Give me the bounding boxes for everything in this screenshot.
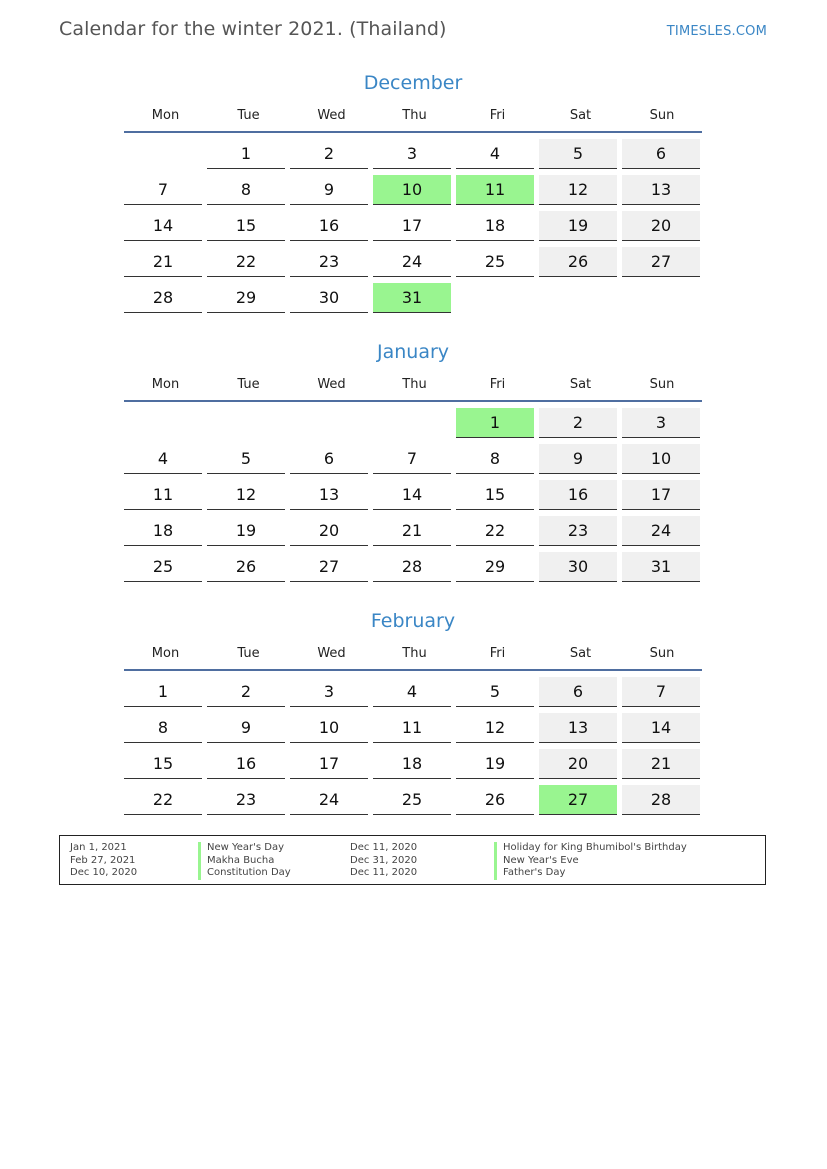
day-number: 26: [456, 785, 534, 815]
day-number: 11: [124, 480, 202, 510]
day-cell[interactable]: [290, 277, 368, 313]
day-cell[interactable]: [456, 671, 534, 707]
day-number: 13: [622, 175, 700, 205]
empty-cell: [456, 277, 534, 313]
weekday-label: Fri: [489, 377, 506, 392]
day-cell[interactable]: [539, 779, 617, 815]
month-february: [124, 608, 702, 815]
week-row: [124, 277, 702, 313]
day-number: 5: [456, 677, 534, 707]
day-cell[interactable]: [539, 743, 617, 779]
weekday-label: Sun: [649, 377, 675, 392]
day-cell[interactable]: [373, 241, 451, 277]
day-number: 22: [456, 516, 534, 546]
day-cell[interactable]: [124, 546, 202, 582]
day-number: 16: [539, 480, 617, 510]
day-cell[interactable]: [373, 743, 451, 779]
day-number: [373, 408, 451, 438]
day-cell[interactable]: [539, 671, 617, 707]
day-number: 17: [373, 211, 451, 241]
day-cell[interactable]: [622, 474, 700, 510]
day-cell[interactable]: [373, 438, 451, 474]
weekday-label: Wed: [317, 108, 346, 123]
weekday-header: [124, 642, 702, 666]
weekday-label: Wed: [317, 646, 346, 661]
day-number: 9: [207, 713, 285, 743]
day-cell[interactable]: [124, 169, 202, 205]
empty-cell: [373, 402, 451, 438]
day-number: 27: [290, 552, 368, 582]
legend-holiday-name: Holiday for King Bhumibol's Birthday: [494, 842, 687, 855]
day-cell[interactable]: [539, 205, 617, 241]
page-title: Calendar for the winter 2021. (Thailand): [59, 18, 447, 40]
weekday-label: Sun: [649, 646, 675, 661]
day-number: 21: [124, 247, 202, 277]
day-cell[interactable]: [456, 779, 534, 815]
day-number: [207, 408, 285, 438]
day-cell[interactable]: [373, 277, 451, 313]
legend-date: Dec 11, 2020: [350, 867, 418, 878]
weekday-label: Sun: [649, 108, 675, 123]
day-number: 25: [456, 247, 534, 277]
day-number: 1: [124, 677, 202, 707]
day-number: 7: [622, 677, 700, 707]
day-cell[interactable]: [373, 169, 451, 205]
day-number: 29: [456, 552, 534, 582]
day-number: 8: [124, 713, 202, 743]
day-cell[interactable]: [622, 133, 700, 169]
legend-holiday-name: Makha Bucha: [198, 855, 291, 868]
day-cell[interactable]: [207, 743, 285, 779]
day-cell[interactable]: [124, 277, 202, 313]
day-cell[interactable]: [290, 438, 368, 474]
empty-cell: [290, 402, 368, 438]
day-number: [622, 283, 700, 313]
day-cell[interactable]: [373, 205, 451, 241]
weekday-label: Mon: [151, 377, 180, 392]
day-number: 6: [622, 139, 700, 169]
day-number: 28: [622, 785, 700, 815]
day-cell[interactable]: [290, 133, 368, 169]
day-number: 4: [124, 444, 202, 474]
day-cell[interactable]: [124, 474, 202, 510]
day-number: 20: [622, 211, 700, 241]
legend-date: Dec 31, 2020: [350, 854, 418, 866]
day-number: 10: [373, 175, 451, 205]
day-cell[interactable]: [373, 707, 451, 743]
day-cell[interactable]: [622, 205, 700, 241]
day-cell[interactable]: [539, 241, 617, 277]
month-title: December: [363, 72, 463, 94]
day-cell[interactable]: [290, 671, 368, 707]
day-number: 16: [290, 211, 368, 241]
empty-cell: [124, 402, 202, 438]
week-row: [124, 779, 702, 815]
day-number: 2: [290, 139, 368, 169]
day-cell[interactable]: [290, 205, 368, 241]
day-number: 9: [290, 175, 368, 205]
weekday-label: Wed: [317, 377, 346, 392]
day-cell[interactable]: [290, 241, 368, 277]
day-number: 26: [539, 247, 617, 277]
day-cell[interactable]: [124, 438, 202, 474]
day-cell[interactable]: [373, 474, 451, 510]
day-cell[interactable]: [539, 510, 617, 546]
day-number: 24: [290, 785, 368, 815]
day-number: [124, 408, 202, 438]
legend-date: Feb 27, 2021: [70, 854, 136, 866]
day-cell[interactable]: [456, 707, 534, 743]
day-number: 28: [373, 552, 451, 582]
day-cell[interactable]: [124, 671, 202, 707]
day-number: 28: [124, 283, 202, 313]
week-row: [124, 133, 702, 169]
weekday-label: Mon: [151, 646, 180, 661]
day-number: 18: [124, 516, 202, 546]
day-cell[interactable]: [622, 169, 700, 205]
day-cell[interactable]: [373, 546, 451, 582]
week-row: [124, 671, 702, 707]
day-cell[interactable]: [622, 402, 700, 438]
site-link[interactable]: TIMESLES.COM: [666, 24, 767, 39]
day-cell[interactable]: [124, 779, 202, 815]
week-row: [124, 510, 702, 546]
day-number: 27: [539, 785, 617, 815]
weekday-label: Tue: [237, 108, 260, 123]
day-cell[interactable]: [622, 546, 700, 582]
day-number: 10: [622, 444, 700, 474]
day-cell[interactable]: [456, 241, 534, 277]
empty-cell: [622, 277, 700, 313]
day-cell[interactable]: [622, 707, 700, 743]
day-number: 17: [290, 749, 368, 779]
day-number: 30: [290, 283, 368, 313]
weekday-label: Thu: [402, 646, 427, 661]
day-cell[interactable]: [373, 510, 451, 546]
legend-date: Dec 10, 2020: [70, 867, 138, 878]
day-cell[interactable]: [539, 474, 617, 510]
day-cell[interactable]: [207, 474, 285, 510]
day-number: 4: [456, 139, 534, 169]
day-number: 12: [539, 175, 617, 205]
day-number: 22: [124, 785, 202, 815]
day-cell[interactable]: [622, 743, 700, 779]
day-cell[interactable]: [207, 510, 285, 546]
day-cell[interactable]: [539, 402, 617, 438]
empty-cell: [207, 402, 285, 438]
empty-cell: [124, 133, 202, 169]
day-cell[interactable]: [207, 169, 285, 205]
weekday-header: [124, 104, 702, 128]
day-cell[interactable]: [456, 402, 534, 438]
day-number: 25: [124, 552, 202, 582]
day-cell[interactable]: [456, 169, 534, 205]
day-number: [290, 408, 368, 438]
weekday-label: Thu: [402, 377, 427, 392]
day-number: 3: [290, 677, 368, 707]
legend-left-dates: [70, 842, 137, 880]
day-number: 8: [456, 444, 534, 474]
week-row: [124, 438, 702, 474]
day-cell[interactable]: [373, 671, 451, 707]
day-cell[interactable]: [290, 474, 368, 510]
day-number: 21: [373, 516, 451, 546]
weekday-label: Thu: [402, 108, 427, 123]
day-cell[interactable]: [456, 133, 534, 169]
day-number: 30: [539, 552, 617, 582]
week-row: [124, 474, 702, 510]
weekday-label: Tue: [237, 646, 260, 661]
week-row: [124, 169, 702, 205]
empty-cell: [539, 277, 617, 313]
day-number: 19: [207, 516, 285, 546]
day-cell[interactable]: [456, 474, 534, 510]
day-cell[interactable]: [456, 438, 534, 474]
day-number: [124, 139, 202, 169]
day-cell[interactable]: [290, 510, 368, 546]
day-number: 13: [539, 713, 617, 743]
day-cell[interactable]: [124, 241, 202, 277]
week-row: [124, 707, 702, 743]
day-number: 12: [207, 480, 285, 510]
day-number: 7: [373, 444, 451, 474]
day-number: 4: [373, 677, 451, 707]
day-number: 12: [456, 713, 534, 743]
day-cell[interactable]: [207, 671, 285, 707]
day-number: 13: [290, 480, 368, 510]
day-number: 16: [207, 749, 285, 779]
legend-date: Dec 11, 2020: [350, 842, 418, 853]
day-number: 23: [290, 247, 368, 277]
day-cell[interactable]: [290, 743, 368, 779]
day-cell[interactable]: [124, 205, 202, 241]
day-number: 17: [622, 480, 700, 510]
day-number: 1: [207, 139, 285, 169]
legend-holiday-name: Constitution Day: [198, 867, 291, 880]
day-number: 5: [539, 139, 617, 169]
legend-holiday-name: New Year's Eve: [494, 855, 687, 868]
legend-left-names: [198, 842, 291, 880]
day-cell[interactable]: [124, 510, 202, 546]
legend-date: Jan 1, 2021: [70, 842, 127, 853]
day-cell[interactable]: [539, 169, 617, 205]
day-number: 11: [373, 713, 451, 743]
day-cell[interactable]: [456, 510, 534, 546]
day-number: 14: [373, 480, 451, 510]
week-row: [124, 546, 702, 582]
day-cell[interactable]: [124, 707, 202, 743]
legend-right-dates: [350, 842, 417, 880]
weekday-label: Sat: [569, 646, 592, 661]
day-number: [456, 283, 534, 313]
day-number: 19: [456, 749, 534, 779]
day-cell[interactable]: [622, 671, 700, 707]
day-cell[interactable]: [539, 133, 617, 169]
day-number: 1: [456, 408, 534, 438]
week-row: [124, 241, 702, 277]
day-cell[interactable]: [124, 743, 202, 779]
month-january: [124, 339, 702, 582]
day-number: 2: [207, 677, 285, 707]
weekday-label: Sat: [569, 108, 592, 123]
day-number: 26: [207, 552, 285, 582]
day-cell[interactable]: [373, 133, 451, 169]
legend-holiday-name: Father's Day: [494, 867, 687, 880]
day-number: 15: [456, 480, 534, 510]
day-number: [539, 283, 617, 313]
day-cell[interactable]: [207, 133, 285, 169]
day-cell[interactable]: [456, 743, 534, 779]
weekday-label: Mon: [151, 108, 180, 123]
day-number: 14: [124, 211, 202, 241]
day-cell[interactable]: [456, 205, 534, 241]
day-number: 7: [124, 175, 202, 205]
day-number: 31: [622, 552, 700, 582]
day-cell[interactable]: [622, 438, 700, 474]
day-cell[interactable]: [207, 546, 285, 582]
day-cell[interactable]: [539, 438, 617, 474]
day-cell[interactable]: [622, 779, 700, 815]
day-cell[interactable]: [207, 241, 285, 277]
weekday-label: Tue: [237, 377, 260, 392]
weekday-label: Sat: [569, 377, 592, 392]
day-number: 6: [539, 677, 617, 707]
day-number: 6: [290, 444, 368, 474]
month-title: February: [370, 610, 456, 632]
day-number: 25: [373, 785, 451, 815]
day-number: 27: [622, 247, 700, 277]
day-number: 20: [539, 749, 617, 779]
holiday-legend: [59, 835, 766, 885]
day-number: 23: [207, 785, 285, 815]
day-number: 18: [456, 211, 534, 241]
day-number: 10: [290, 713, 368, 743]
day-number: 9: [539, 444, 617, 474]
day-cell[interactable]: [207, 438, 285, 474]
week-row: [124, 743, 702, 779]
day-number: 19: [539, 211, 617, 241]
day-number: 20: [290, 516, 368, 546]
day-cell[interactable]: [539, 546, 617, 582]
day-number: 31: [373, 283, 451, 313]
day-cell[interactable]: [456, 546, 534, 582]
month-december: [124, 70, 702, 313]
day-cell[interactable]: [539, 707, 617, 743]
day-number: 15: [207, 211, 285, 241]
week-row: [124, 402, 702, 438]
weekday-label: Fri: [489, 108, 506, 123]
weekday-label: Fri: [489, 646, 506, 661]
day-number: 18: [373, 749, 451, 779]
day-cell[interactable]: [290, 779, 368, 815]
day-cell[interactable]: [290, 546, 368, 582]
day-number: 21: [622, 749, 700, 779]
day-number: 24: [373, 247, 451, 277]
day-cell[interactable]: [207, 205, 285, 241]
day-number: 5: [207, 444, 285, 474]
day-number: 22: [207, 247, 285, 277]
day-number: 15: [124, 749, 202, 779]
month-title: January: [376, 341, 450, 363]
day-cell[interactable]: [622, 510, 700, 546]
day-number: 3: [373, 139, 451, 169]
day-number: 11: [456, 175, 534, 205]
weekday-header: [124, 373, 702, 397]
day-cell[interactable]: [290, 707, 368, 743]
legend-holiday-name: New Year's Day: [198, 842, 291, 855]
day-number: 14: [622, 713, 700, 743]
day-cell[interactable]: [290, 169, 368, 205]
day-number: 29: [207, 283, 285, 313]
day-cell[interactable]: [373, 779, 451, 815]
day-number: 3: [622, 408, 700, 438]
day-number: 8: [207, 175, 285, 205]
day-cell[interactable]: [207, 779, 285, 815]
day-number: 23: [539, 516, 617, 546]
day-cell[interactable]: [622, 241, 700, 277]
day-number: 2: [539, 408, 617, 438]
day-cell[interactable]: [207, 277, 285, 313]
day-cell[interactable]: [207, 707, 285, 743]
legend-right-names: [494, 842, 687, 880]
week-row: [124, 205, 702, 241]
day-number: 24: [622, 516, 700, 546]
